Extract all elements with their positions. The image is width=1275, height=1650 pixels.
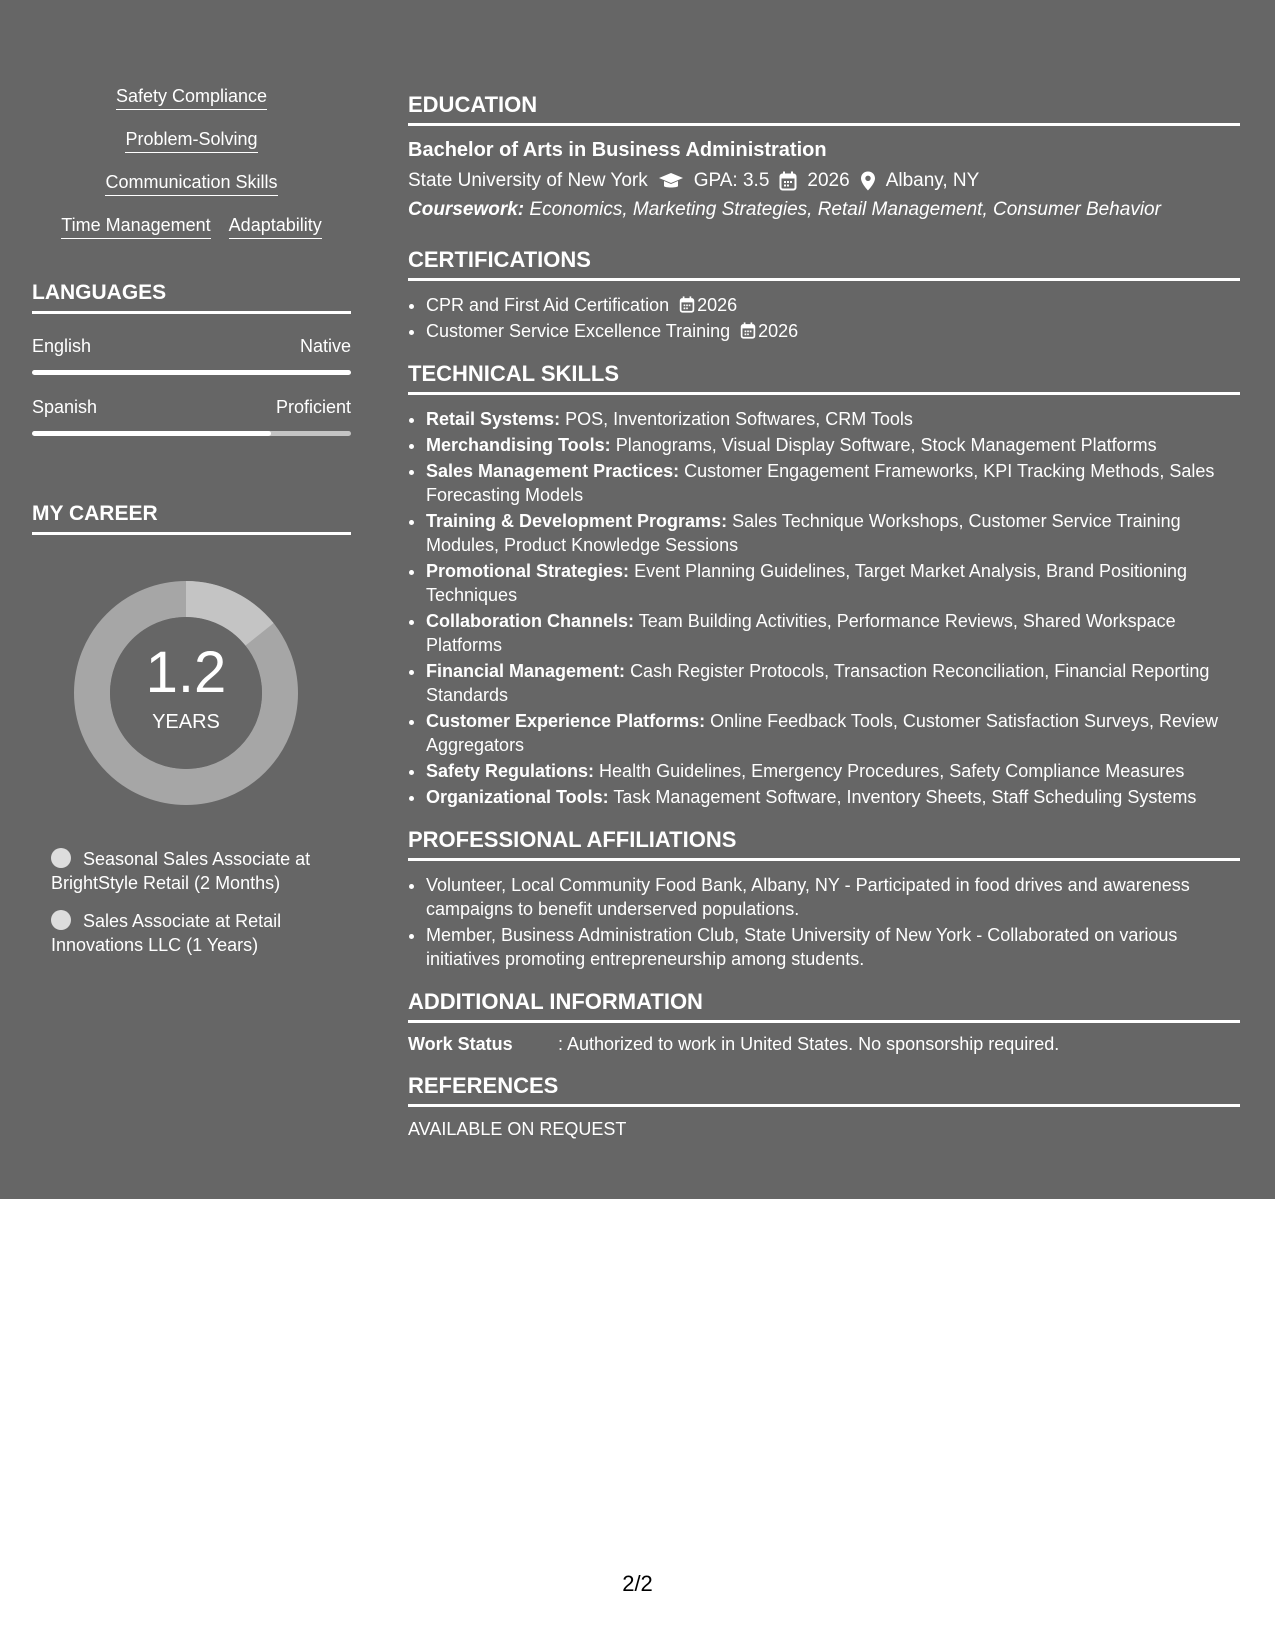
- work-status-row: [408, 1034, 1240, 1055]
- location: Albany, NY: [885, 170, 980, 191]
- school-name: State University of New York: [408, 170, 648, 191]
- additional-info-title: ADDITIONAL INFORMATION: [408, 989, 1240, 1023]
- skill-item: [426, 509, 1240, 557]
- references-title: REFERENCES: [408, 1073, 1240, 1107]
- bullet-dot-icon: [51, 848, 71, 868]
- additional-info-section: [408, 989, 1240, 1055]
- language-item: [32, 397, 351, 436]
- skill-label: Retail Systems:: [426, 409, 561, 429]
- languages-title: LANGUAGES: [32, 281, 351, 314]
- skill-label: Safety Regulations:: [426, 761, 595, 781]
- skill-text: Team Building Activities, Performance Reviews, Shared Workspace Platforms: [426, 611, 1176, 655]
- skill-text: Task Management Software, Inventory Sheets, Staff Scheduling Systems: [613, 787, 1197, 807]
- language-bar-fill: [32, 431, 271, 436]
- skill-tag: Communication Skills: [105, 170, 277, 196]
- references-text: AVAILABLE ON REQUEST: [408, 1119, 627, 1139]
- career-years-label: YEARS: [152, 711, 220, 733]
- skill-text: Health Guidelines, Emergency Procedures, Safety Compliance Measures: [599, 761, 1185, 781]
- work-status-value: : Authorized to work in United States. No sponsorship required.: [558, 1034, 1060, 1054]
- references-section: [408, 1073, 1240, 1140]
- skill-label: Training & Development Programs:: [426, 511, 728, 531]
- career-item: [51, 847, 341, 895]
- degree: Bachelor of Arts in Business Administration: [408, 139, 827, 161]
- skill-item: [426, 407, 1240, 431]
- education-section: [408, 92, 1240, 221]
- skill-label: Merchandising Tools:: [426, 435, 611, 455]
- coursework: [408, 199, 1240, 221]
- left-column: [32, 84, 351, 971]
- affiliation-item: • Volunteer, Local Community Food Bank, Albany, NY - Participated in food drives and awareness campaigns to benefit underserved populations.: [426, 873, 1240, 921]
- skill-item: [426, 609, 1240, 657]
- languages-section: [32, 281, 351, 436]
- career-donut-chart: [66, 573, 306, 813]
- skill-item: [426, 709, 1240, 757]
- skill-label: Financial Management:: [426, 661, 626, 681]
- skill-tag: Safety Compliance: [116, 84, 267, 110]
- calendar-icon: [679, 296, 695, 313]
- career-item-text: Seasonal Sales Associate at BrightStyle Retail (2 Months): [51, 849, 311, 893]
- affiliations-list: [408, 873, 1240, 971]
- calendar-icon: [740, 322, 756, 339]
- location-pin-icon: [860, 171, 876, 191]
- page-number: 2/2: [622, 1571, 653, 1596]
- graduation-cap-icon: [658, 172, 684, 190]
- right-column: [408, 92, 1240, 1152]
- skill-tag: Time Management: [61, 213, 210, 239]
- career-section: [32, 502, 351, 957]
- certification-name: CPR and First Aid Certification: [426, 295, 670, 315]
- skill-text: Sales Technique Workshops, Customer Service Training Modules, Product Knowledge Sessions: [426, 511, 1181, 555]
- graduation-year: 2026: [807, 170, 850, 191]
- skill-row: [32, 84, 351, 110]
- certification-name: Customer Service Excellence Training: [426, 321, 731, 341]
- technical-skills-list: [408, 407, 1240, 809]
- affiliations-title: PROFESSIONAL AFFILIATIONS: [408, 827, 1240, 861]
- career-title: MY CAREER: [32, 502, 351, 535]
- education-details: [408, 170, 1240, 192]
- work-status-label: Work Status: [408, 1034, 513, 1054]
- certification-year: 2026: [697, 295, 738, 315]
- calendar-icon: [779, 171, 797, 191]
- skill-label: Customer Experience Platforms:: [426, 711, 706, 731]
- skill-row: [32, 170, 351, 196]
- affiliations-section: [408, 827, 1240, 971]
- bullet-dot-icon: [51, 910, 71, 930]
- gpa: GPA: 3.5: [693, 170, 770, 191]
- skill-item: [426, 759, 1240, 783]
- skill-text: Customer Engagement Frameworks, KPI Tracking Methods, Sales Forecasting Models: [426, 461, 1215, 505]
- certification-item: [426, 293, 1240, 317]
- skill-text: Cash Register Protocols, Transaction Reconciliation, Financial Reporting Standards: [426, 661, 1210, 705]
- certifications-list: [408, 293, 1240, 343]
- skill-tag: Problem-Solving: [125, 127, 257, 153]
- certifications-title: CERTIFICATIONS: [408, 247, 1240, 281]
- skill-tag: Adaptability: [229, 213, 322, 239]
- certifications-section: [408, 247, 1240, 343]
- certification-item: [426, 319, 1240, 343]
- skill-text: Event Planning Guidelines, Target Market Analysis, Brand Positioning Techniques: [426, 561, 1188, 605]
- language-level: Native: [299, 336, 351, 356]
- skill-item: [426, 459, 1240, 507]
- language-item: [32, 336, 351, 375]
- language-level: Proficient: [275, 397, 351, 417]
- skills-tags: [32, 84, 351, 239]
- technical-skills-title: TECHNICAL SKILLS: [408, 361, 1240, 395]
- coursework-text: Economics, Marketing Strategies, Retail Management, Consumer Behavior: [529, 199, 1161, 220]
- language-name: English: [32, 336, 92, 356]
- skill-text: POS, Inventorization Softwares, CRM Tools: [565, 409, 913, 429]
- technical-skills-section: [408, 361, 1240, 809]
- career-list: [32, 847, 351, 957]
- career-years-number: 1.2: [145, 640, 227, 705]
- skill-label: Promotional Strategies:: [426, 561, 630, 581]
- skill-text: Planograms, Visual Display Software, Stock Management Platforms: [615, 435, 1157, 455]
- skill-item: [426, 785, 1240, 809]
- coursework-label: Coursework:: [408, 199, 525, 220]
- education-title: EDUCATION: [408, 92, 1240, 126]
- skill-row: [32, 127, 351, 153]
- career-item: [51, 909, 341, 957]
- skill-label: Organizational Tools:: [426, 787, 609, 807]
- skill-row: [32, 213, 351, 239]
- skill-label: Collaboration Channels:: [426, 611, 635, 631]
- skill-label: Sales Management Practices:: [426, 461, 680, 481]
- skill-item: [426, 433, 1240, 457]
- affiliation-item: • Member, Business Administration Club, State University of New York - Collaborated on various initiatives promoting entrepreneurship among students.: [426, 923, 1240, 971]
- language-bar-fill: [32, 370, 351, 375]
- skill-text: Online Feedback Tools, Customer Satisfaction Surveys, Review Aggregators: [426, 711, 1219, 755]
- certification-year: 2026: [758, 321, 799, 341]
- language-bar: [32, 370, 351, 375]
- language-bar: [32, 431, 351, 436]
- career-item-text: Sales Associate at Retail Innovations LLC (1 Years): [51, 911, 282, 955]
- skill-item: [426, 659, 1240, 707]
- skill-item: [426, 559, 1240, 607]
- language-name: Spanish: [32, 397, 98, 417]
